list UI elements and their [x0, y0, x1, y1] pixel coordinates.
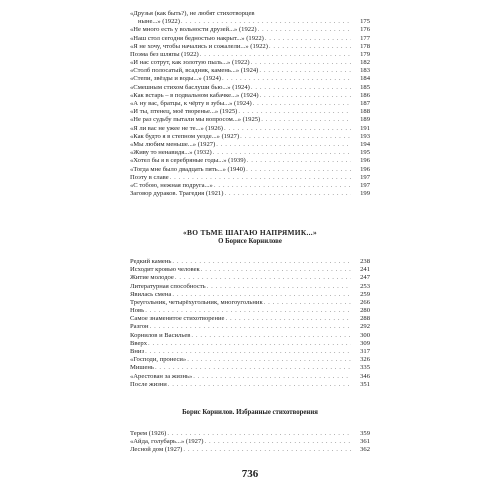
- toc-entry: [130, 381, 370, 389]
- toc-leader-dots: [200, 51, 351, 59]
- toc-leader-dots: [251, 84, 351, 92]
- toc-leader-dots: [260, 92, 351, 100]
- toc-leader-dots: [172, 258, 351, 266]
- toc-entry-page: 187: [360, 100, 370, 108]
- toc-entry: [130, 315, 370, 323]
- toc-entry: [130, 283, 370, 291]
- toc-entry-title: Новь: [130, 307, 145, 315]
- toc-entry-page: 197: [360, 173, 370, 181]
- section-heading: [130, 228, 370, 246]
- toc-entry-title: «Арестован за жизнь»: [130, 372, 193, 380]
- toc-leader-dots: [258, 26, 351, 34]
- toc-entry-title: Мишень: [130, 364, 154, 372]
- toc-entry-page: 196: [360, 157, 370, 165]
- toc-entry: [130, 340, 370, 348]
- toc-leader-dots: [265, 35, 351, 43]
- toc-leader-dots: [145, 348, 351, 356]
- toc-entry-title: «Я не хочу, чтобы начались и сожалели...» (1922): [130, 42, 268, 50]
- toc-entry-title: Явилась смена: [130, 290, 172, 298]
- toc-entry-title: Разгон: [130, 323, 149, 331]
- toc-leader-dots: [150, 323, 351, 331]
- toc-entry-page: 186: [360, 91, 370, 99]
- toc-block-poems: [130, 10, 370, 198]
- toc-entry: [130, 356, 370, 364]
- toc-leader-dots: [145, 307, 351, 315]
- toc-entry: [130, 373, 370, 381]
- toc-entry: [130, 100, 370, 108]
- toc-entry-page: 238: [360, 257, 370, 265]
- toc-entry-title: Редкий камень: [130, 257, 172, 265]
- toc-entry-page: 280: [360, 307, 370, 315]
- toc-entry-page: 266: [360, 298, 370, 306]
- toc-entry-page: 361: [360, 438, 370, 446]
- toc-entry-page: 194: [360, 140, 370, 148]
- toc-leader-dots: [251, 59, 351, 67]
- toc-entry: [130, 26, 370, 34]
- toc-entry-title: «Не много есть у вольности друзей...» (1922): [130, 26, 257, 34]
- toc-entry: [130, 291, 370, 299]
- toc-leader-dots: [216, 141, 351, 149]
- toc-entry-page: 247: [360, 274, 370, 282]
- toc-entry: [130, 116, 370, 124]
- toc-entry: [130, 10, 370, 18]
- toc-entry: [130, 266, 370, 274]
- toc-entry-page: 317: [360, 348, 370, 356]
- toc-entry-title: Житие молодое: [130, 274, 174, 282]
- toc-entry-page: 183: [360, 67, 370, 75]
- toc-entry-page: 241: [360, 266, 370, 274]
- toc-entry-title: Лесной дом (1927): [130, 446, 183, 454]
- toc-leader-dots: [175, 274, 351, 282]
- toc-entry: [130, 324, 370, 332]
- toc-entry: [130, 92, 370, 100]
- toc-entry-title: Терем (1926): [130, 429, 167, 437]
- toc-entry-title: «Не раз судьбу пытали мы вопросом...» (1925): [130, 116, 261, 124]
- toc-leader-dots: [214, 182, 351, 190]
- toc-entry: [130, 149, 370, 157]
- toc-leader-dots: [264, 299, 351, 307]
- toc-entry-page: 184: [360, 75, 370, 83]
- toc-entry-page: 326: [360, 356, 370, 364]
- toc-entry-title: «Столб полосатый, всадник, камень...» (1924): [130, 67, 259, 75]
- toc-entry-title: «Хотел бы я в серебряные годы...» (1939): [130, 157, 246, 165]
- toc-leader-dots: [201, 266, 351, 274]
- toc-entry: [130, 348, 370, 356]
- toc-entry-title: «Тогда мне было двадцать пять...» (1940): [130, 165, 246, 173]
- toc-entry-page: 197: [360, 181, 370, 189]
- toc-entry: [130, 141, 370, 149]
- toc-entry: [130, 125, 370, 133]
- toc-entry-page: 185: [360, 83, 370, 91]
- page-number: 736: [241, 468, 259, 480]
- toc-entry-page: 191: [360, 124, 370, 132]
- toc-leader-dots: [193, 373, 351, 381]
- toc-leader-dots: [224, 190, 351, 198]
- toc-entry-page: 253: [360, 282, 370, 290]
- toc-entry-page: 189: [360, 116, 370, 124]
- toc-leader-dots: [181, 18, 351, 26]
- toc-entry-title: «Друзья (как быть?), не любят стихотворцев: [130, 9, 255, 17]
- toc-entry-title: «Я ли вас не ужее не те...» (1926): [130, 124, 224, 132]
- toc-entry-page: 300: [360, 331, 370, 339]
- toc-entry-title: Заговор дураков. Трагедия (1921): [130, 190, 224, 198]
- toc-entry-title: Самое знаменитое стихотворение: [130, 315, 225, 323]
- toc-entry-page: 177: [360, 34, 370, 42]
- toc-entry: [130, 274, 370, 282]
- toc-leader-dots: [207, 283, 351, 291]
- toc-entry-title: Исходит кровью человек: [130, 266, 200, 274]
- toc-entry: [130, 182, 370, 190]
- toc-leader-dots: [172, 291, 351, 299]
- toc-entry-title: «Степи, звёзды и воды...» (1924): [130, 75, 221, 83]
- toc-entry: [130, 190, 370, 198]
- toc-entry-page: 176: [360, 26, 370, 34]
- toc-entry-title: «Как встарь – в подвальном кабачке...» (1924): [130, 91, 259, 99]
- toc-entry: [130, 157, 370, 165]
- toc-entry-title: «И нас сотрут, как золотую пыль...» (1922): [130, 59, 250, 67]
- toc-entry-page: 193: [360, 132, 370, 140]
- toc-leader-dots: [222, 75, 351, 83]
- toc-entry-title: Корнилов и Васильев: [130, 331, 191, 339]
- toc-leader-dots: [269, 43, 351, 51]
- toc-entry-title: ныне...» (1922): [138, 18, 180, 26]
- toc-leader-dots: [253, 100, 351, 108]
- toc-entry-title: «Живу то ненавидя...» (1932): [130, 149, 212, 157]
- toc-entry-page: 179: [360, 50, 370, 58]
- toc-entry: [130, 438, 370, 446]
- toc-entry: [130, 307, 370, 315]
- toc-entry-page: 292: [360, 323, 370, 331]
- toc-block-essay: [130, 258, 370, 389]
- toc-entry-page: 178: [360, 42, 370, 50]
- toc-leader-dots: [148, 340, 351, 348]
- toc-entry-page: 196: [360, 165, 370, 173]
- toc-entry: [130, 332, 370, 340]
- toc-entry-title: «Как будто я в степном уезде...» (1927): [130, 132, 240, 140]
- toc-entry: [130, 59, 370, 67]
- toc-entry: [130, 108, 370, 116]
- toc-leader-dots: [170, 174, 351, 182]
- toc-entry-title: Треугольник, четырёхугольник, многоугольник: [130, 298, 263, 306]
- toc-entry: [130, 18, 370, 26]
- toc-leader-dots: [183, 446, 351, 454]
- toc-entry-page: 359: [360, 429, 370, 437]
- toc-leader-dots: [224, 125, 351, 133]
- toc-entry-title: «Наш стол сегодня бедностью накрыт...» (1922): [130, 34, 264, 42]
- toc-entry: [130, 35, 370, 43]
- toc-entry-title: «С тобою, нежная подруга...»: [130, 181, 213, 189]
- toc-leader-dots: [240, 133, 351, 141]
- toc-entry-page: 288: [360, 315, 370, 323]
- toc-entry: [130, 84, 370, 92]
- toc-leader-dots: [238, 108, 351, 116]
- toc-entry: [130, 166, 370, 174]
- toc-entry-title: «Мы любим меньше...» (1927): [130, 140, 216, 148]
- toc-entry-title: Вниз: [130, 348, 145, 356]
- toc-entry-page: 182: [360, 59, 370, 67]
- toc-entry-title: «Смешным стихом баслуши бью...» (1924): [130, 83, 250, 91]
- toc-leader-dots: [261, 116, 351, 124]
- toc-entry: [130, 446, 370, 454]
- toc-entry-page: 175: [360, 18, 370, 26]
- toc-entry-title: Поэма без шляпы (1922): [130, 50, 199, 58]
- toc-entry-page: 188: [360, 108, 370, 116]
- toc-leader-dots: [155, 364, 351, 372]
- toc-leader-dots: [191, 332, 351, 340]
- toc-entry-title: После жизни: [130, 380, 167, 388]
- subsection-title: Борис Корнилов. Избранные стихотворения: [182, 409, 318, 416]
- toc-entry-title: Вверх: [130, 339, 147, 347]
- toc-entry-page: 346: [360, 372, 370, 380]
- toc-entry: [130, 51, 370, 59]
- toc-entry-page: 199: [360, 190, 370, 198]
- section-title: «ВО ТЬМЕ ШАГАЮ НАПРЯМИК...»: [183, 228, 317, 237]
- toc-leader-dots: [247, 157, 351, 165]
- toc-entry: [130, 299, 370, 307]
- toc-entry: [130, 43, 370, 51]
- toc-entry-title: «Господи, пронеси»: [130, 356, 187, 364]
- toc-entry-title: Литературная способность: [130, 282, 206, 290]
- toc-entry-page: 259: [360, 290, 370, 298]
- toc-entry: [130, 430, 370, 438]
- toc-entry-page: 335: [360, 364, 370, 372]
- toc-entry-page: 309: [360, 339, 370, 347]
- toc-leader-dots: [259, 67, 351, 75]
- toc-leader-dots: [204, 438, 351, 446]
- toc-leader-dots: [246, 166, 351, 174]
- toc-leader-dots: [225, 315, 351, 323]
- toc-entry: [130, 133, 370, 141]
- toc-block-selected-poems: [130, 430, 370, 455]
- toc-entry: [130, 364, 370, 372]
- toc-leader-dots: [168, 381, 351, 389]
- toc-entry-page: 351: [360, 380, 370, 388]
- toc-entry: [130, 76, 370, 84]
- toc-entry-title: Поэту в славе: [130, 173, 169, 181]
- toc-leader-dots: [213, 149, 351, 157]
- toc-entry-page: 195: [360, 149, 370, 157]
- toc-entry: [130, 67, 370, 75]
- toc-entry: [130, 174, 370, 182]
- toc-leader-dots: [167, 430, 351, 438]
- toc-leader-dots: [187, 356, 351, 364]
- toc-entry: [130, 258, 370, 266]
- toc-entry-title: «Айда, голубарь...» (1927): [130, 438, 204, 446]
- toc-entry-title: «А ну вас, братцы, к чёрту в зубы...» (1924): [130, 100, 252, 108]
- toc-entry-title: «И ты, птенец, моё творенье...» (1925): [130, 108, 238, 116]
- toc-entry-page: 362: [360, 446, 370, 454]
- section-subtitle: О Борисе Корнилове: [218, 238, 282, 245]
